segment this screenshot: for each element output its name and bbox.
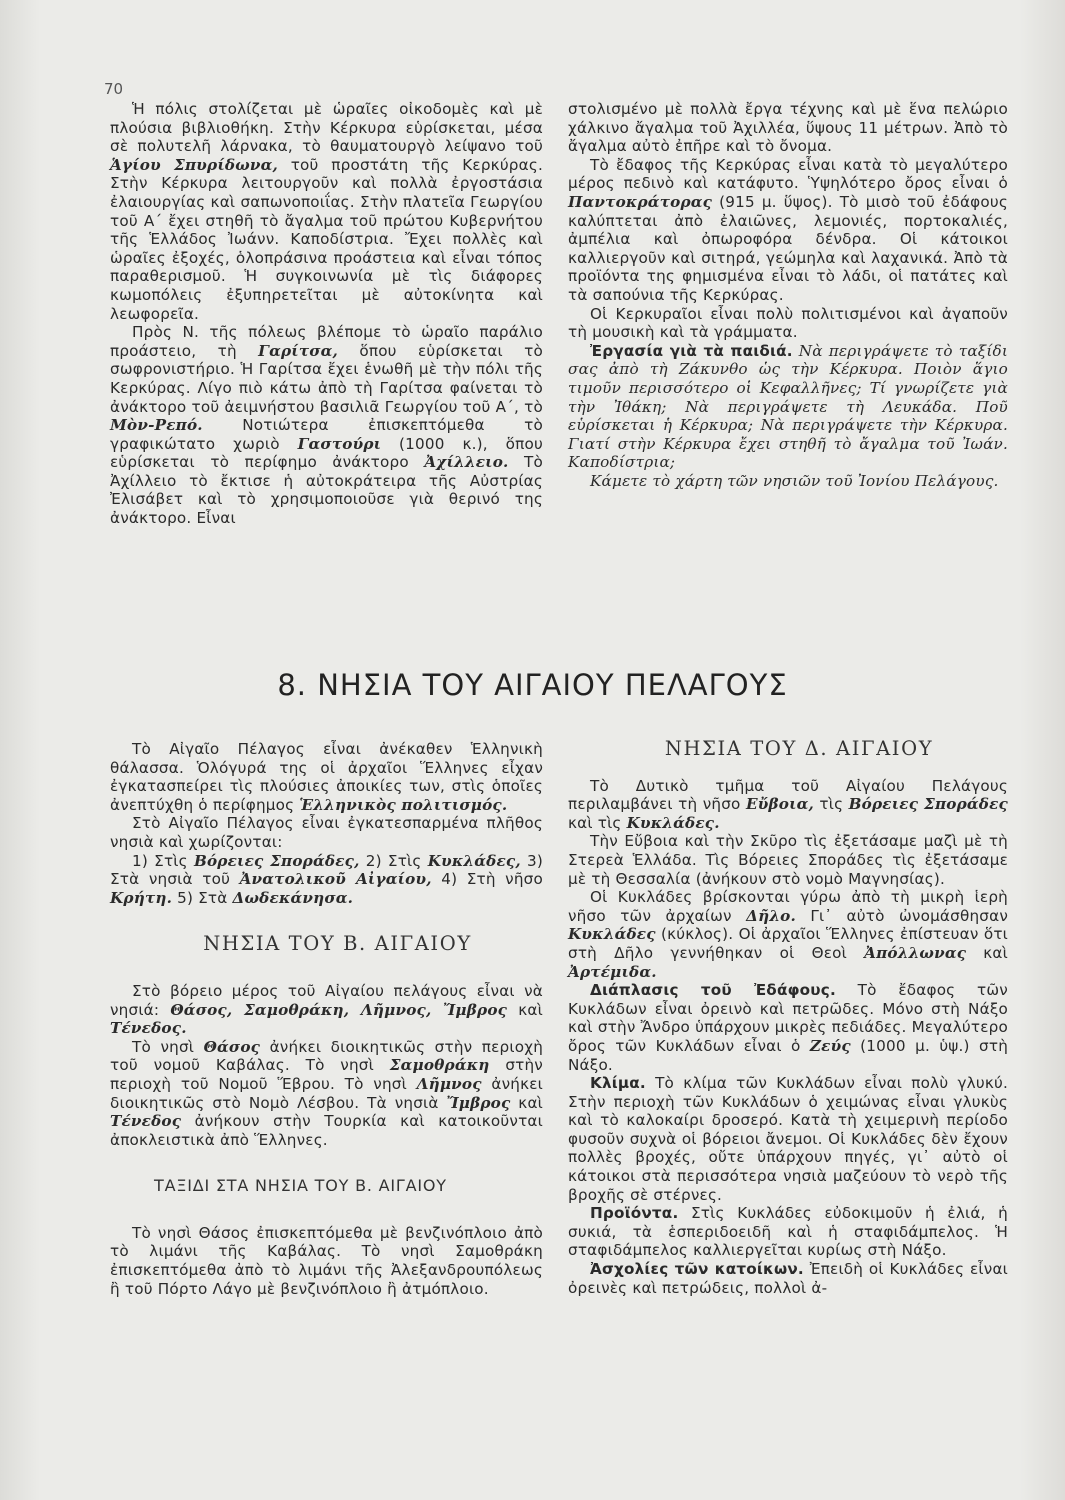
exercise-heading: Ἐργασία γιὰ τὰ παιδιά. (590, 341, 793, 360)
paragraph: Τὸ Δυτικὸ τμῆμα τοῦ Αἰγαίου Πελάγους περιλαμβάνει τὴ νῆσο Εὔβοια, τὶς Βόρειες Σποράδες καὶ τὶς Κυκλάδες. (568, 776, 1008, 832)
emphasis: Ἁγίου Σπυρίδωνα, (110, 155, 278, 174)
emphasis: Γαρίτσα, (258, 341, 339, 360)
paragraph: Τὸ ἔδαφος τῆς Κερκύρας εἶναι κατὰ τὸ μεγαλύτερο μέρος πεδινὸ καὶ κατάφυτο. Ὑψηλότερο ὄρος εἶναι ὁ Παντοκράτορας (915 μ. ὕψος). Τὸ μισὸ τοῦ ἐδάφους καλύπτεται ἀπὸ ἐλαιῶνες, λεμονιές, πορτοκαλιές, ἀμπέλια καὶ ὀπωροφόρα δένδρα. Οἱ κάτοικοι καλλιεργοῦν καὶ σιτηρά, γεώμηλα καὶ λαχανικά. Ἀπὸ τὰ προϊόντα της φημισμένα εἶναι τὸ λάδι, οἱ πατάτες καὶ τὰ σαπούνια τῆς Κερκύρας. (568, 155, 1008, 304)
paragraph: 1) Στὶς Βόρειες Σποράδες, 2) Στὶς Κυκλάδες, 3) Στὰ νησιὰ τοῦ Ἀνατολικοῦ Αἰγαίου, 4) Στὴ νῆσο Κρήτη. 5) Στὰ Δωδεκάνησα. (110, 851, 544, 907)
subheading: Κλίμα. (590, 1074, 646, 1093)
subheading: Ἀσχολίες τῶν κατοίκων. (590, 1260, 804, 1279)
paragraph: Πρὸς Ν. τῆς πόλεως βλέπομε τὸ ὡραῖο παράλιο προάστειο, τὴ Γαρίτσα, ὅπου εὑρίσκεται τὸ σωφρονιστήριο. Ἡ Γαρίτσα ἔχει ἑνωθῆ μὲ τὴν πόλι τῆς Κερκύρας. Λίγο πιὸ κάτω ἀπὸ τὴ Γαρίτσα φαίνεται τὸ ἀνάκτορο τοῦ ἀειμνήστου βασιλιᾶ Γεωργίου τοῦ Α΄, τὸ Μὸν-Ρεπό. Νοτιώτερα ἐπισκεπτόμεθα τὸ γραφικώτατο χωριὸ Γαστούρι (1000 κ.), ὅπου εὑρίσκεται τὸ περίφημο ἀνάκτορο Ἀχίλλειο. Τὸ Ἀχίλλειο τὸ ἔκτισε ἡ αὐτοκράτειρα τῆς Αὐστρίας Ἐλισάβετ καὶ τὸ χρησιμοποιοῦσε γιὰ θερινό της ἀνάκτορο. Εἶναι (110, 323, 544, 528)
section-heading: ΝΗΣΙΑ ΤΟΥ Β. ΑΙΓΑΙΟΥ (203, 932, 472, 956)
section-heading: ΝΗΣΙΑ ΤΟΥ Δ. ΑΙΓΑΙΟΥ (664, 737, 934, 760)
paragraph: Προϊόντα. Στὶς Κυκλάδες εὐδοκιμοῦν ἡ ἐλιά, ἡ συκιά, τὰ ἑσπεριδοειδῆ καὶ ἡ σταφιδάμπελος. Ἡ σταφιδάμπελος καλλιεργεῖται κυρίως στὴ Νάξο. (568, 1204, 1008, 1260)
emphasis: Ἀχίλλειο. (424, 453, 509, 472)
subheading: Προϊόντα. (590, 1204, 679, 1223)
paragraph: Στὸ Αἰγαῖο Πέλαγος εἶναι ἐγκατεσπαρμένα πλῆθος νησιὰ καὶ χωρίζονται: (110, 814, 543, 851)
paragraph: στολισμένο μὲ πολλὰ ἔργα τέχνης καὶ μὲ ἕνα πελώριο χάλκινο ἄγαλμα τοῦ Ἀχιλλέα, ὕψους 11 μέτρων. Ἀπὸ τὸ ἄγαλμα αὐτὸ ἐπῆρε καὶ τὸ ὄνομα. (568, 100, 1008, 156)
chapter-title: 8. ΝΗΣΙΑ ΤΟΥ ΑΙΓΑΙΟΥ ΠΕΛΑΓΟΥΣ (277, 668, 788, 702)
paragraph: Οἱ Κερκυραῖοι εἶναι πολὺ πολιτισμένοι καὶ ἀγαποῦν τὴ μουσικὴ καὶ τὰ γράμματα. (568, 304, 1008, 342)
page-number: 70 (104, 80, 124, 98)
bottom-right-column (568, 737, 1009, 1297)
paragraph: Οἱ Κυκλάδες βρίσκονται γύρω ἀπὸ τὴ μικρὴ ἱερὴ νῆσο τῶν ἀρχαίων Δῆλο. Γι᾽ αὐτὸ ὠνομάσθησαν Κυκλάδες (κύκλος). Οἱ ἀρχαῖοι Ἕλληνες ἐπίστευαν ὅτι στὴ Δῆλο γεννήθηκαν οἱ Θεοὶ Ἀπόλλωνας καὶ Ἀρτέμιδα. (568, 888, 1009, 981)
bottom-left-column (110, 740, 543, 1298)
paragraph: Κάμετε τὸ χάρτη τῶν νησιῶν τοῦ Ἰονίου Πελάγους. (590, 471, 999, 490)
subheading: Διάπλασις τοῦ Ἐδάφους. (590, 981, 836, 1000)
emphasis: Παντοκράτορας (568, 192, 713, 211)
paragraph: Ἡ πόλις στολίζεται μὲ ὡραῖες οἰκοδομὲς καὶ μὲ πλούσια βιβλιοθήκη. Στὴν Κέρκυρα εὑρίσκεται, μέσα σὲ πολυτελῆ λάρνακα, τὸ θαυματουργὸ λείψανο τοῦ Ἁγίου Σπυρίδωνα, τοῦ προστάτη τῆς Κερκύρας. Στὴν Κέρκυρα λειτουργοῦν καὶ πολλὰ ἐργοστάσια ἐλαιουργίας καὶ σαπωνοποιΐας. Στὴν πλατεῖα Γεωργίου τοῦ Α΄ ἔχει στηθῆ τὸ ἄγαλμα τοῦ πρώτου Κυβερνήτου τῆς Ἑλλάδος Ἰωάνν. Καποδίστρια. Ἔχει πολλὲς καὶ ὡραῖες ἐξοχές, ὁλοπράσινα προάστεια καὶ εἶναι τόπος παραθερισμοῦ. Ἡ συγκοινωνία μὲ τὶς διάφορες κωμοπόλεις ἐξυπηρετεῖται μὲ αὐτοκίνητα καὶ λεωφορεῖα. (110, 100, 544, 323)
top-right-column (568, 100, 1008, 490)
paragraph: Κλίμα. Τὸ κλίμα τῶν Κυκλάδων εἶναι πολὺ γλυκύ. Στὴν περιοχὴ τῶν Κυκλάδων ὁ χειμώνας εἶναι γλυκὺς καὶ τὸ καλοκαίρι δροσερό. Κατὰ τὴ χειμερινὴ περίοδο φυσοῦν συχνὰ οἱ βόρειοι ἄνεμοι. Οἱ Κυκλάδες δὲν ἔχουν πολλὲς βροχές, οὔτε ὑπάρχουν πηγές, γι᾽ αὐτὸ οἱ κάτοικοι στὰ περισσότερα νησιὰ μαζεύουν τὸ νερὸ τῆς βροχῆς σὲ στέρνες. (568, 1074, 1008, 1204)
emphasis: Γαστούρι (297, 434, 382, 453)
paragraph: Τὸ Αἰγαῖο Πέλαγος εἶναι ἀνέκαθεν Ἑλληνικὴ θάλασσα. Ὁλόγυρά της οἱ ἀρχαῖοι Ἕλληνες εἶχαν ἐγκατασπείρει τὶς πλούσιες ἀποικίες των, στὶς ὁποῖες ἀνεπτύχθη ὁ περίφημος Ἑλληνικὸς πολιτισμός. (110, 740, 543, 814)
paragraph: Διάπλασις τοῦ Ἐδάφους. Τὸ ἔδαφος τῶν Κυκλάδων εἶναι ὀρεινὸ καὶ πετρῶδες. Μόνο στὴ Νάξο καὶ στὴν Ἄνδρο ὑπάρχουν μικρὲς πεδιάδες. Μεγαλύτερο ὄρος τῶν Κυκλάδων εἶναι ὁ Ζεύς (1000 μ. ὑψ.) στὴ Νάξο. (568, 981, 1009, 1074)
top-left-column (110, 100, 543, 528)
emphasis: Ἑλληνικὸς πολιτισμός. (299, 795, 508, 814)
paragraph: Στὸ βόρειο μέρος τοῦ Αἰγαίου πελάγους εἶναι νὰ νησιά: Θάσος, Σαμοθράκη, Λῆμνος, Ἴμβρος καὶ Τένεδος. (110, 981, 543, 1038)
section-heading: ΤΑΞΙΔΙ ΣΤΑ ΝΗΣΙΑ ΤΟΥ Β. ΑΙΓΑΙΟΥ (154, 1176, 447, 1196)
paragraph: Τὴν Εὔβοια καὶ τὴν Σκῦρο τὶς ἐξετάσαμε μαζὶ μὲ τὴ Στερεὰ Ἑλλάδα. Τὶς Βόρειες Σποράδες τὶς ἐξετάσαμε μὲ τὴ Θεσσαλία (ἀνήκουν στὸ νομὸ Μαγνησίας). (568, 832, 1008, 888)
emphasis: Μὸν-Ρεπό. (110, 416, 203, 435)
paragraph: Τὸ νησὶ Θάσος ἀνήκει διοικητικῶς στὴν περιοχὴ τοῦ νομοῦ Καβάλας. Τὸ νησὶ Σαμοθράκη στὴν περιοχὴ τοῦ Νομοῦ Ἕβρου. Τὸ νησὶ Λῆμνος ἀνήκει διοικητικῶς στὸ Νομὸ Λέσβου. Τὰ νησιὰ Ἴμβρος καὶ Τένεδος ἀνήκουν στὴν Τουρκία καὶ κατοικοῦνται ἀποκλειστικὰ ἀπὸ Ἕλληνες. (110, 1037, 544, 1149)
paragraph: Ἐργασία γιὰ τὰ παιδιά. Νὰ περιγράψετε τὸ ταξίδι σας ἀπὸ τὴ Ζάκυνθο ὡς τὴν Κέρκυρα. Ποιὸν ἅγιο τιμοῦν περισσότερο οἱ Κεφαλλῆνες; Τί γνωρίζετε γιὰ τὴν Ἰθάκη; Νὰ περιγράψετε τὴ Λευκάδα. Ποῦ εὑρίσκεται ἡ Κέρκυρα; Νὰ περιγράψετε τὴν Κέρκυρα. Γιατί στὴν Κέρκυρα ἔχει στηθῆ τὸ ἄγαλμα τοῦ Ἰωάν. Καποδίστρια; (568, 341, 1009, 472)
paragraph: Ἀσχολίες τῶν κατοίκων. Ἐπειδὴ οἱ Κυκλάδες εἶναι ὀρεινὲς καὶ πετρώδεις, πολλοὶ ἀ- (568, 1260, 1008, 1297)
paragraph: Τὸ νησὶ Θάσος ἐπισκεπτόμεθα μὲ βενζινόπλοιο ἀπὸ τὸ λιμάνι τῆς Καβάλας. Τὸ νησὶ Σαμοθράκη ἐπισκεπτόμεθα ἀπὸ τὸ λιμάνι τῆς Ἀλεξανδρουπόλεως ἢ τοῦ Πόρτο Λάγο μὲ βενζινόπλοιο ἢ ἀτμόπλοιο. (110, 1223, 543, 1298)
